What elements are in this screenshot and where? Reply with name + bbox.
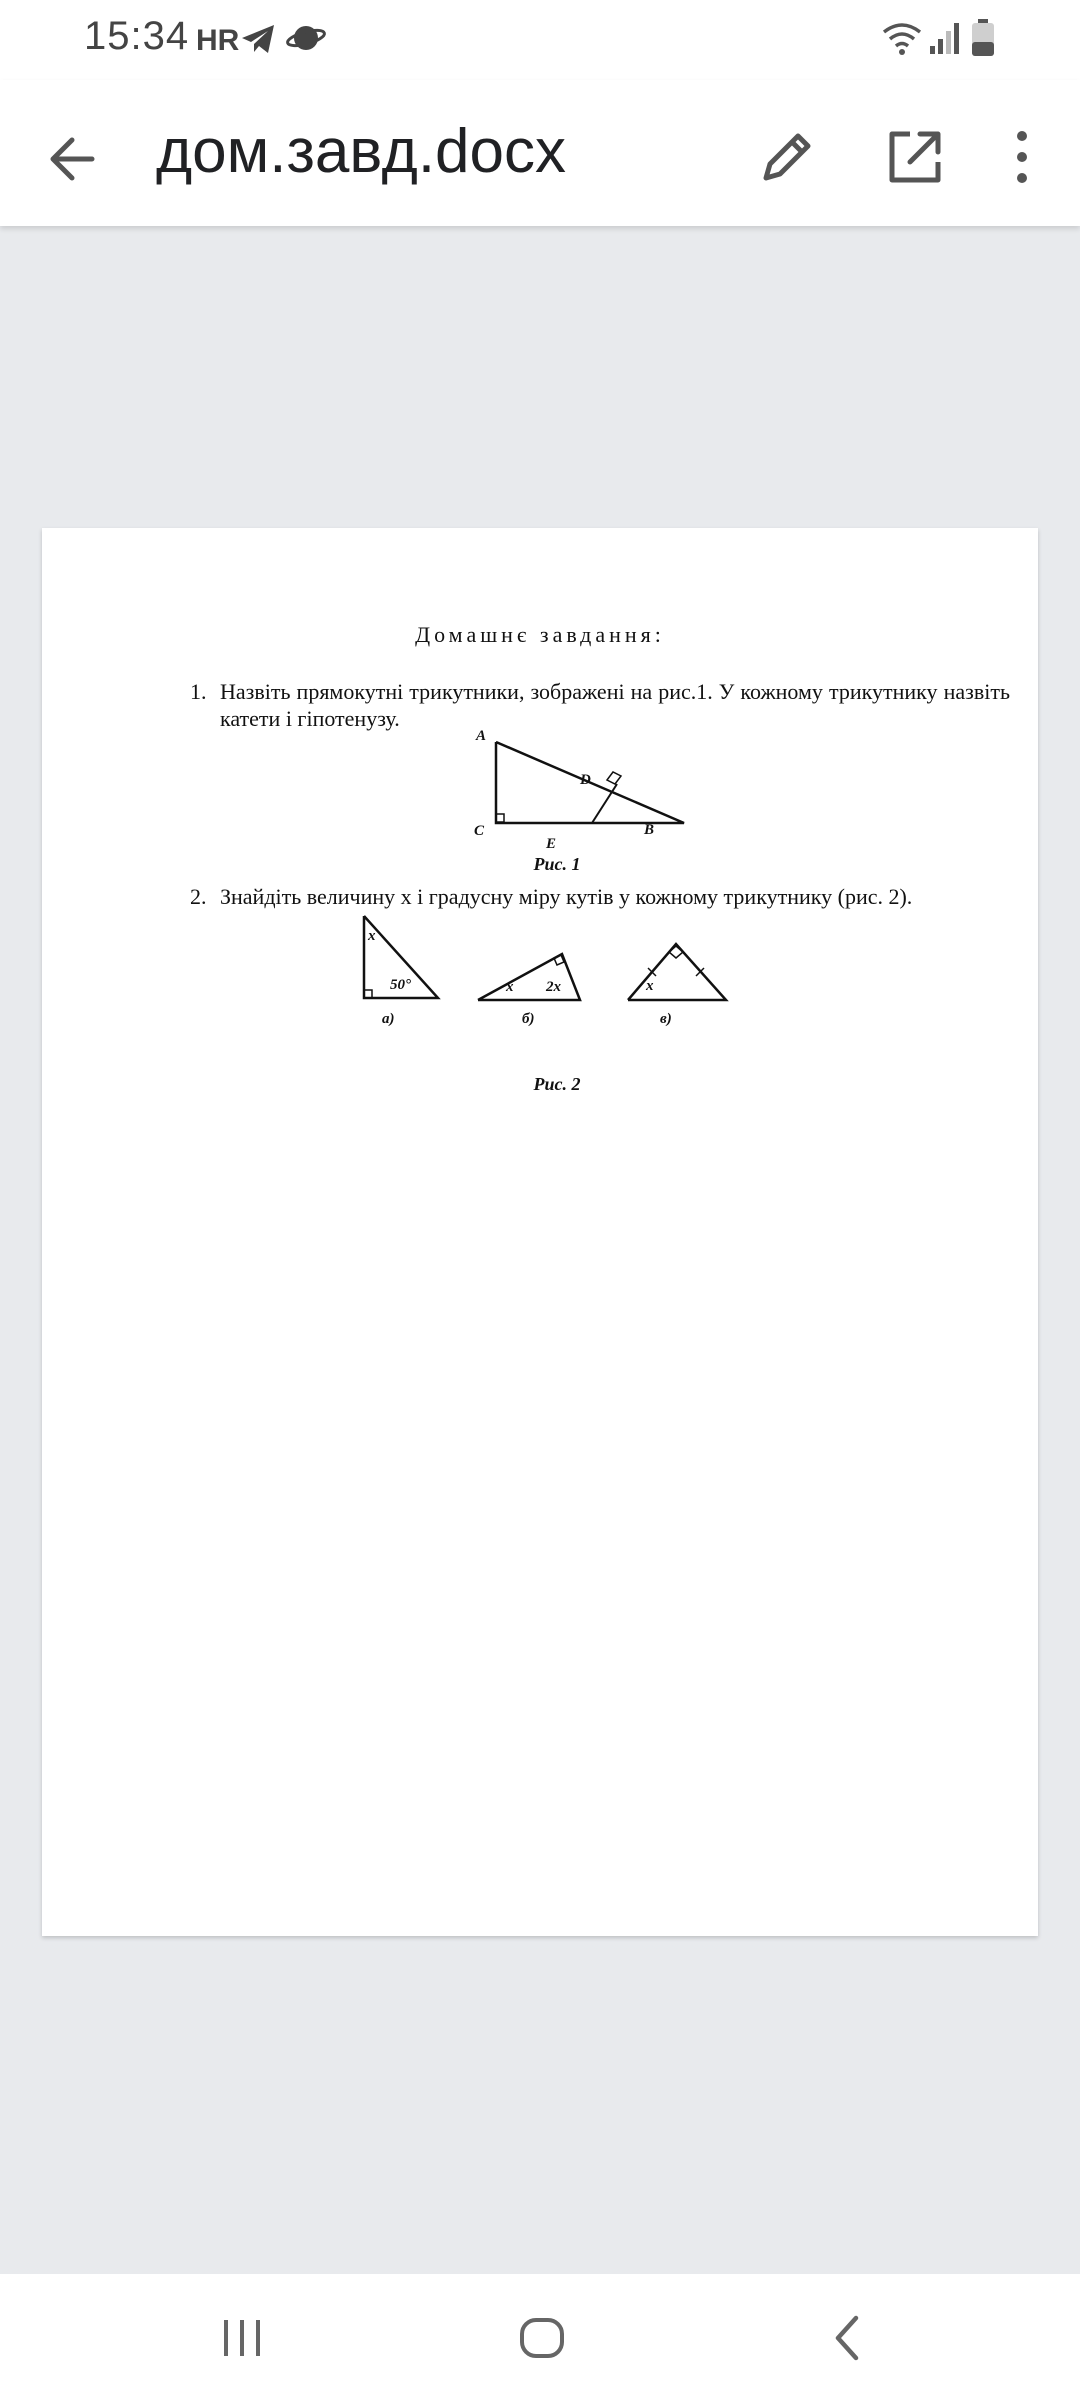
document-title: дом.завд.docx: [156, 117, 567, 186]
fig2a-angle-label: 50°: [390, 977, 411, 993]
status-time: 15:34: [84, 14, 190, 58]
fig1-label-d: D: [580, 772, 591, 788]
figure-1-caption: Рис. 1: [533, 854, 581, 874]
open-external-icon[interactable]: [880, 122, 950, 192]
fig1-label-c: C: [474, 823, 485, 839]
telegram-icon: [240, 22, 278, 56]
fig2a-subcaption: а): [382, 1011, 395, 1027]
figure-2-caption: Рис. 2: [533, 1074, 581, 1094]
figure-2c-triangle: [624, 938, 730, 1004]
fig2b-subcaption: б): [522, 1011, 535, 1027]
status-bar: [0, 0, 1080, 80]
fig2c-subcaption: в): [660, 1011, 672, 1027]
fig2b-2x-label: 2x: [546, 979, 561, 995]
hr-icon: [196, 20, 240, 57]
pencil-icon[interactable]: [752, 122, 822, 192]
fig2c-x-label: x: [646, 978, 654, 994]
home-icon[interactable]: [512, 2308, 572, 2368]
task-2-text: Знайдіть величину x і градусну міру кутів у кожному трикутнику (рис. 2).: [220, 884, 913, 909]
back-icon[interactable]: [818, 2308, 878, 2368]
fig1-label-a: A: [476, 728, 487, 744]
document-heading: Домашнє завдання:: [415, 622, 665, 647]
fig2a-x-label: x: [368, 928, 376, 944]
navigation-bar: [0, 2274, 1080, 2400]
back-arrow-icon[interactable]: [40, 124, 110, 194]
svg-text:HR: HR: [196, 24, 240, 57]
task-1-text: Назвіть прямокутні трикутники, зображені на рис.1. У кожному трикутнику назвіть катети і гіпотенузу.: [220, 679, 1010, 731]
task-1-number: 1.: [190, 679, 207, 704]
more-vert-icon[interactable]: [1000, 122, 1044, 192]
fig1-label-b: B: [644, 822, 655, 838]
recent-apps-icon[interactable]: [212, 2308, 272, 2368]
battery-icon: [970, 18, 996, 58]
signal-icon: [928, 20, 962, 56]
task-2-number: 2.: [190, 884, 207, 909]
document-page[interactable]: [42, 528, 1038, 1936]
fig2b-x-label: x: [506, 979, 514, 995]
figure-2b-triangle: [474, 948, 584, 1004]
planet-icon: [286, 20, 326, 56]
wifi-icon: [880, 20, 924, 58]
fig1-label-e: E: [546, 836, 557, 852]
app-bar: [0, 80, 1080, 226]
